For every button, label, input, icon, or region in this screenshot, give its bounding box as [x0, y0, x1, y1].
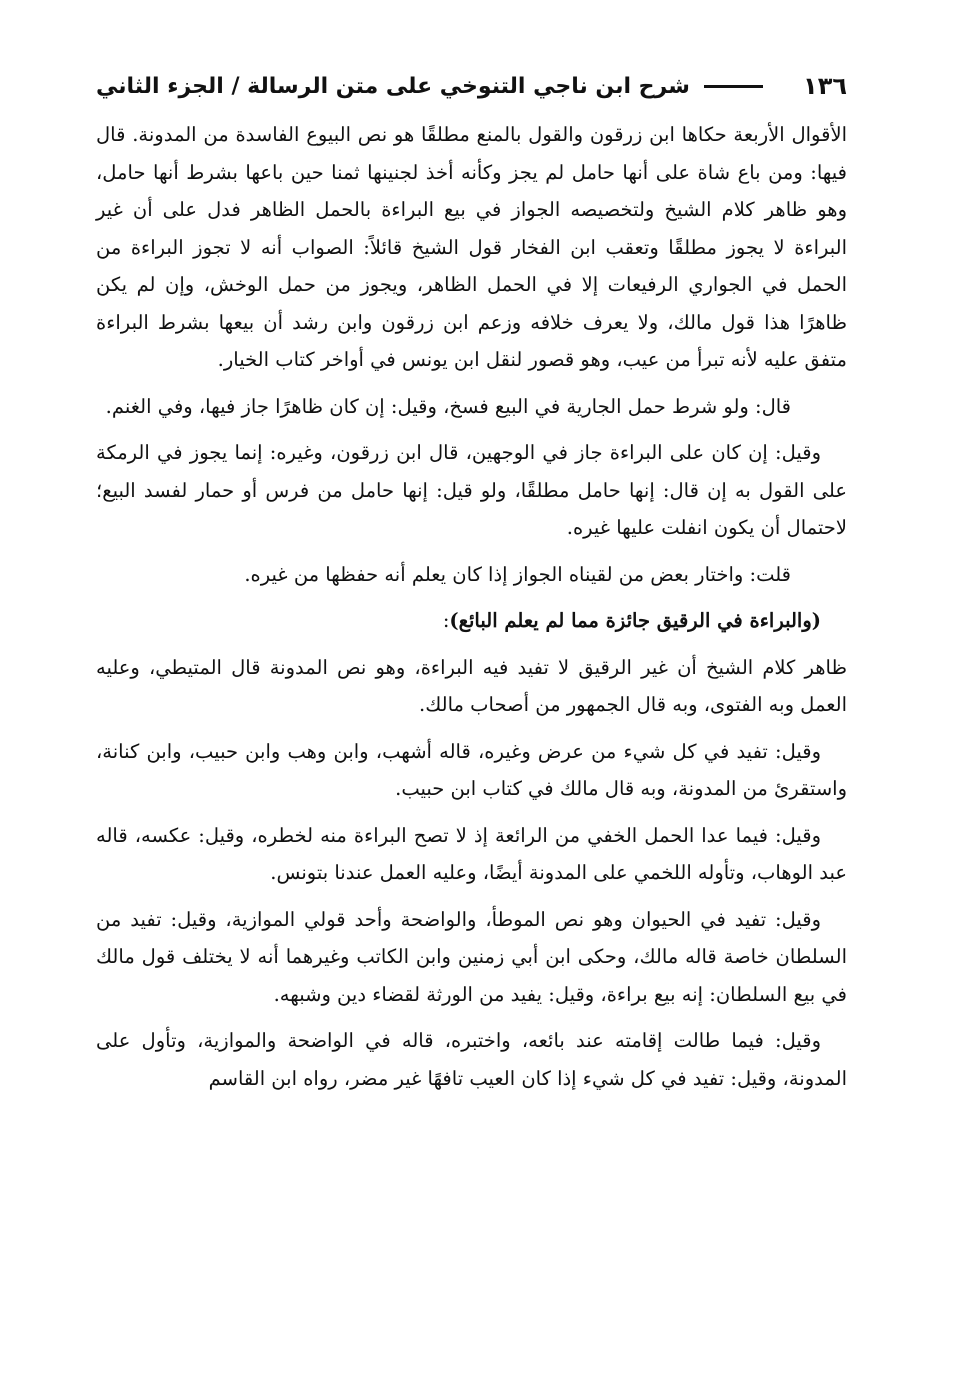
paragraph: وقيل: فيما طالت إقامته عند بائعه، واختبره، قاله في الواضحة والموازية، وتأول على المدونة، وقيل: تفيد في كل شيء إذا كان العيب تافهًا غير مضر، رواه ابن القاسم	[96, 1029, 847, 1090]
paragraph: وقيل: تفيد في كل شيء من عرض وغيره، قاله أشهب، وابن وهب وابن حبيب، وابن كنانة، واستقرئ من المدونة، وبه قال مالك في كتاب ابن حبيب.	[96, 739, 847, 800]
paragraph: وقيل: فيما عدا الحمل الخفي من الرائعة إذ لا تصح البراءة منه لخطره، وقيل: عكسه، قاله عبد الوهاب، وتأوله اللخمي على المدونة أيضًا، وعليه العمل عندنا بتونس.	[96, 823, 847, 884]
paragraph: قلت: واختار بعض من لقيناه الجواز إذا كان يعلم أنه حفظها من غيره.	[244, 562, 791, 586]
header-divider	[704, 85, 763, 88]
paragraph: قال: ولو شرط حمل الجارية في البيع فسخ، وقيل: إن كان ظاهرًا جاز فيها، وفي الغنم.	[105, 394, 791, 418]
page-number: ١٣٦	[803, 72, 847, 100]
paragraph: وقيل: إن كان على البراءة جاز في الوجهين، قال ابن زرقون، وغيره: إنما يجوز في الرمكة على القول به إن قال: إنها حامل مطلقًا، ولو قيل: إنها حامل من فرس أو حمار لفسد البيع؛ لاحتمال أن يكون انفلت عليها غيره.	[96, 441, 847, 539]
heading-colon: :	[442, 609, 450, 632]
page-header	[96, 62, 847, 110]
paragraph: ظاهر كلام الشيخ أن غير الرقيق لا تفيد فيه البراءة، وهو نص المدونة قال المتيطي، وعليه العمل وبه الفتوى، وبه قال الجمهور من أصحاب مالك.	[96, 655, 847, 716]
body-text	[96, 116, 847, 1097]
paragraph: وقيل: تفيد في الحيوان وهو نص الموطأ، والواضحة وأحد قولي الموازية، وقيل: تفيد من السلطان خاصة قاله مالك، وحكى ابن أبي زمنين وابن الكاتب وغيرهما أنه لا يختلف قول مالك في بيع السلطان: إنه بيع براءة، وقيل: يفيد من الورثة لقضاء دين وشبهه.	[96, 907, 847, 1006]
paragraph	[96, 602, 847, 640]
section-heading: (والبراءة في الرقيق جائزة مما لم يعلم البائع)	[449, 609, 821, 632]
paragraph: الأقوال الأربعة حكاها ابن زرقون والقول بالمنع مطلقًا هو نص البيوع الفاسدة من المدونة. قال فيها: ومن باع شاة على أنها حامل لم يجز وكأنه أخذ لجنينها ثمنا حين باعها بشرط أنها حامل، وهو ظاهر كلام الشيخ ولتخصيصه الجواز في بيع البراءة بالحمل الظاهر فدل على أن غير البراءة لا يجوز مطلقًا وتعقب ابن الفخار قول الشيخ قائلاً: الصواب أنه لا تجوز البراءة من الحمل في الجواري الرفيعات إلا في الحمل الظاهر، ويجوز من حمل الوخش، وإن لم يكن ظاهرًا هذا قول مالك، ولا يعرف خلافه وزعم ابن زرقون وابن رشد أن بيعها بشرط البراءة متفق عليه لأنه تبرأ من عيب، وهو قصور لنقل ابن يونس في أواخر كتاب الخيار.	[96, 123, 847, 371]
running-title: شرح ابن ناجي التنوخي على متن الرسالة / الجزء الثاني	[96, 73, 690, 99]
